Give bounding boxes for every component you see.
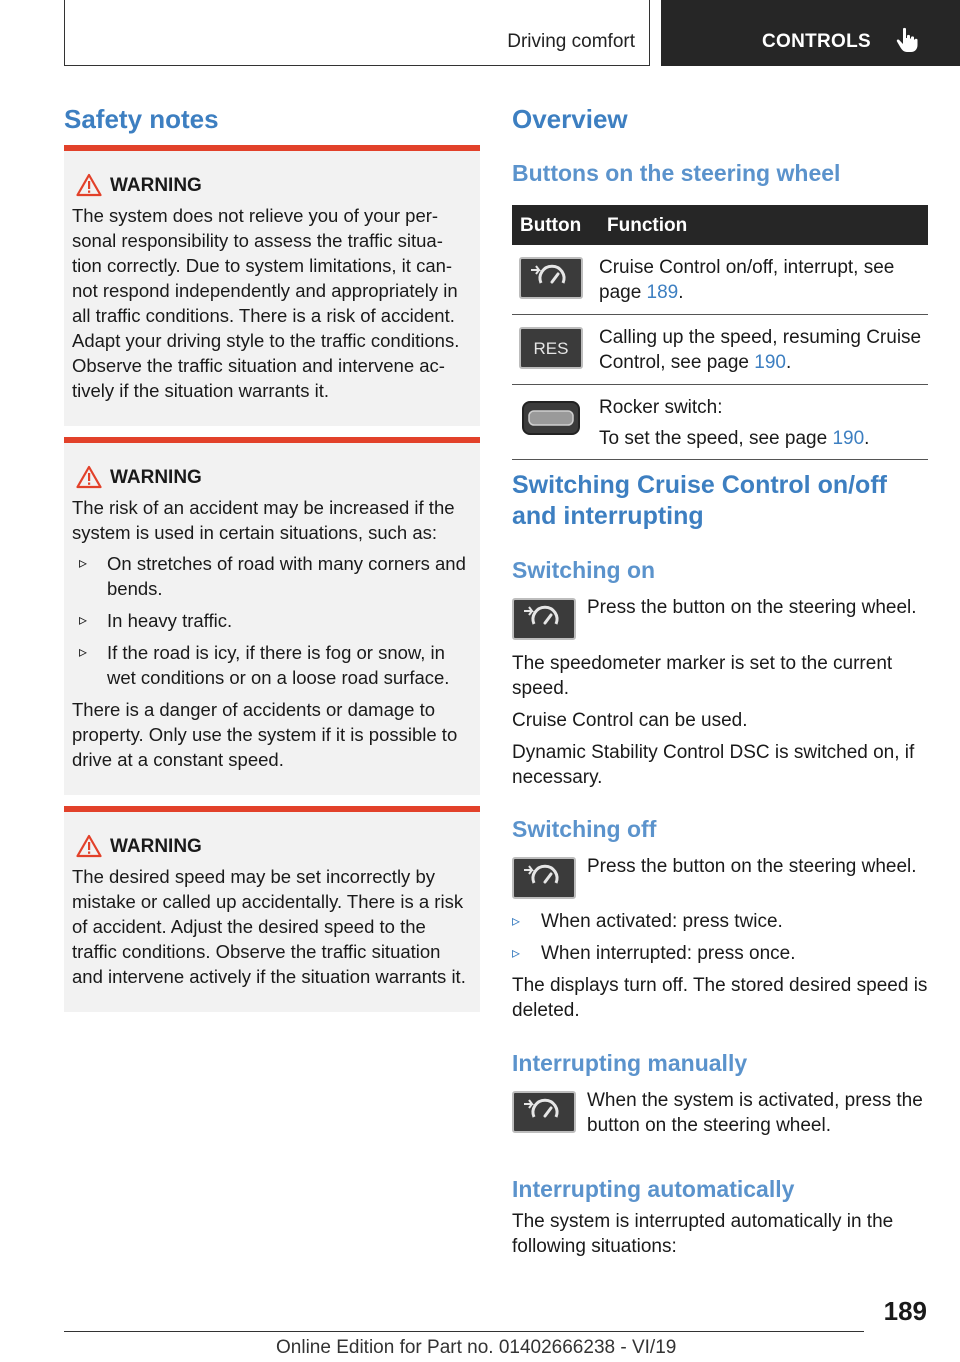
warning-list	[72, 551, 472, 690]
switching-off-list	[512, 909, 928, 973]
switching-off-press: Press the button on the steering wheel.	[587, 856, 917, 877]
warning-box-1	[64, 145, 480, 426]
row-text: Calling up the speed, resuming Cruise Control, see page	[599, 327, 922, 373]
table-row: Cruise Control on/off, interrupt, see page 189.	[512, 245, 928, 315]
warning-box-3	[64, 806, 480, 1012]
warning-title: WARNING	[72, 173, 472, 199]
row-text: Cruise Control on/off, interrupt, see page	[599, 257, 895, 303]
footer-edition: Online Edition for Part no. 01402666238 - VI/19	[276, 1337, 677, 1358]
header-chapter-tab	[661, 0, 960, 66]
res-label: RES	[533, 339, 569, 358]
list-item: ▹ On stretches of road with many corners and bends.	[72, 551, 472, 601]
warning-text: The system does not relieve you of your per-sonal responsibility to assess the traffic situa-tion correctly. Due to system limitations, it can-not respond independently and appropriately in all traffic conditions. There is a risk of accident. Adapt your driving style to the traffic conditions. Observe the traffic situation and intervene ac-tively if the situation warrants it.	[72, 205, 460, 401]
list-item: ▹ If the road is icy, if there is fog or snow, in wet conditions or on a loose road surface.	[72, 640, 472, 690]
page-link[interactable]: 189	[646, 282, 679, 303]
header-chapter-title: CONTROLS	[762, 31, 872, 52]
warning-outro: There is a danger of accidents or damage to property. Only use the system if it is possible to drive at a constant speed.	[72, 699, 458, 770]
paragraph: The displays turn off. The stored desired speed is deleted.	[512, 975, 928, 1021]
col-function-header: Function	[599, 205, 928, 245]
warning-intro: The risk of an accident may be increased if the system is used in certain situations, such as:	[72, 497, 455, 543]
table-row: RES Calling up the speed, resuming Cruise Control, see page 190.	[512, 315, 928, 385]
page-link[interactable]: 190	[754, 352, 786, 373]
switching-title: Switching Cruise Control on/off and interrupting	[512, 471, 887, 530]
list-item: ▹ In heavy traffic.	[72, 608, 472, 633]
footer-divider	[64, 1331, 864, 1332]
res-button-icon	[519, 327, 583, 369]
warning-triangle-icon	[76, 465, 102, 489]
interrupting-manually-title: Interrupting manually	[512, 1050, 748, 1076]
safety-notes-title: Safety notes	[64, 104, 219, 134]
overview-title: Overview	[512, 104, 628, 134]
buttons-title: Buttons on the steering wheel	[512, 160, 841, 186]
cruise-control-icon	[512, 857, 576, 899]
list-item: ▹ When activated: press twice.	[512, 909, 928, 934]
header-section-tab	[64, 0, 650, 66]
switching-on-title: Switching on	[512, 557, 656, 583]
cruise-control-icon	[519, 257, 583, 299]
hand-pointer-icon	[896, 27, 918, 53]
interrupting-manually-text: When the system is activated, press the button on the steering wheel.	[587, 1090, 923, 1136]
switching-off-title: Switching off	[512, 816, 657, 842]
warning-triangle-icon	[76, 173, 102, 197]
interrupting-automatically-title: Interrupting automatically	[512, 1176, 795, 1202]
table-row: Rocker switch: To set the speed, see page 190.	[512, 385, 928, 460]
paragraph: The system is interrupted automatically in the following situations:	[512, 1211, 894, 1257]
warning-triangle-icon	[76, 834, 102, 858]
paragraph: Cruise Control can be used.	[512, 710, 748, 731]
col-button-header: Button	[512, 205, 599, 245]
list-item: ▹ When interrupted: press once.	[512, 941, 928, 966]
paragraph: The speedometer marker is set to the current speed.	[512, 653, 893, 699]
header-section-title: Driving comfort	[507, 31, 635, 52]
switching-on-press: Press the button on the steering wheel.	[587, 597, 917, 618]
row-text: To set the speed, see page	[599, 428, 833, 449]
buttons-table	[512, 205, 928, 460]
page-link[interactable]: 190	[832, 428, 865, 449]
cruise-control-icon	[512, 1091, 576, 1133]
warning-title: WARNING	[72, 834, 472, 860]
row-line: Rocker switch:	[599, 397, 723, 418]
page-number: 189	[883, 1296, 927, 1326]
warning-box-2	[64, 437, 480, 795]
paragraph: Dynamic Stability Control DSC is switched on, if necessary.	[512, 742, 915, 788]
warning-text: The desired speed may be set incorrectly by mistake or called up accidentally. There is a risk of accident. Adjust the desired speed to the traffic conditions. Observe the traffic situation and intervene actively if the situation warrants it.	[72, 866, 466, 987]
rocker-switch-icon	[519, 397, 583, 439]
warning-title: WARNING	[72, 465, 472, 491]
cruise-control-icon	[512, 598, 576, 640]
